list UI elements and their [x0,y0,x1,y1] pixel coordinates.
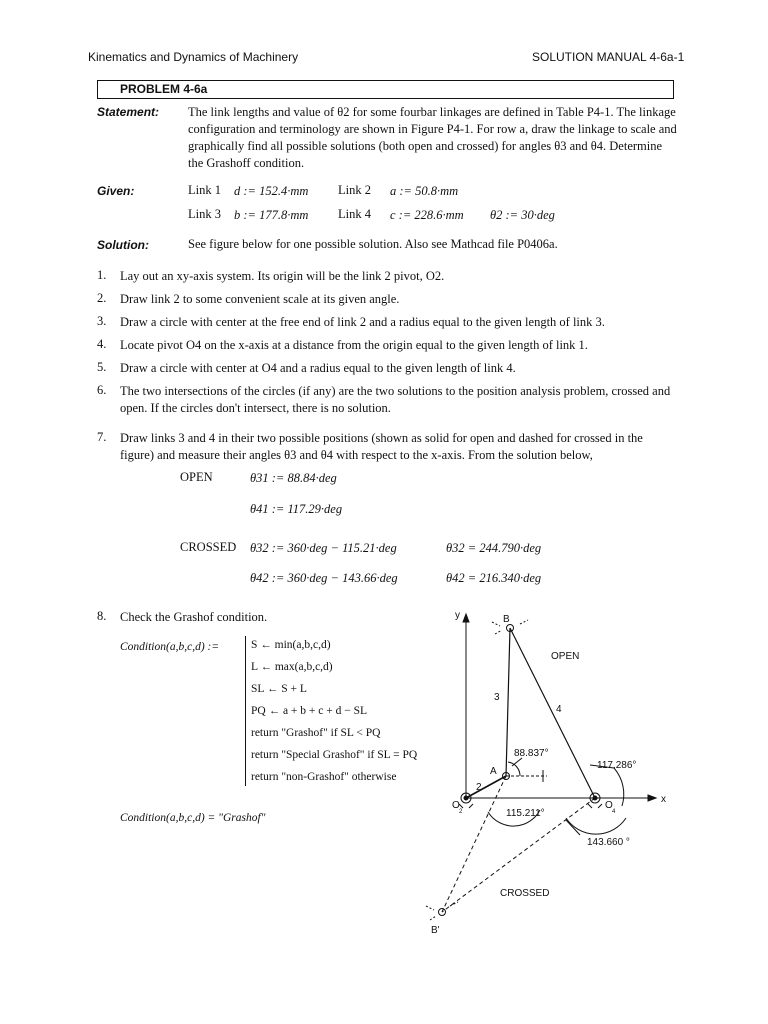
program-line: PQ ← a + b + c + d − SL [251,705,368,717]
given-link1-label: Link 1 [188,183,221,197]
statement-line: the Grashoff condition. [188,156,305,170]
theta41: θ41 := 117.29·deg [250,502,343,516]
step-text: Locate pivot O4 on the x-axis at a distance from the origin equal to the given length of link 1. [120,338,588,352]
leader-d [566,820,580,835]
pivot-o4-label: O [605,800,613,811]
program-line: S ← min(a,b,c,d) [251,639,331,651]
step-line: Draw links 3 and 4 in their two possible positions (shown as solid for open and dashed for crossed in the [120,431,643,445]
link-3-label: 3 [494,692,500,703]
link-4-label: 4 [556,704,562,715]
given-link1-expr: d := 152.4·mm [234,184,309,198]
given-link2-label: Link 2 [338,183,371,197]
pivot-o4-center [593,796,597,800]
problem-title: PROBLEM 4-6a [120,82,208,96]
program-line: L ← max(a,b,c,d) [251,661,333,673]
header-right: SOLUTION MANUAL 4-6a-1 [532,50,685,64]
solution-text: See figure below for one possible solution. Also see Mathcad file P0406a. [188,237,558,251]
y-axis-label: y [455,610,460,621]
program-line: return "non-Grashof" otherwise [251,771,397,783]
solution-label: Solution: [97,238,149,252]
condition-def: Condition(a,b,c,d) := [120,641,220,653]
step-number: 8. [97,609,107,623]
pivot-o4-sub: 4 [612,809,616,815]
theta42-def: θ42 := 360·deg − 143.66·deg [250,571,398,585]
crossed-label: CROSSED [180,540,237,554]
step-number: 7. [97,430,107,444]
step-text: Lay out an xy-axis system. Its origin will be the link 2 pivot, O2. [120,269,445,283]
statement-line: graphically find all possible solutions (both open and crossed) for angles θ3 and θ4. Determine [188,139,663,153]
condition-result: Condition(a,b,c,d) = "Grashof" [120,812,266,824]
leader-a [512,758,522,766]
pivot-o2-label: O [452,800,460,811]
open-figure-label: OPEN [551,651,580,662]
theta31: θ31 := 88.84·deg [250,471,337,485]
given-link2-expr: a := 50.8·mm [390,184,459,198]
program-line: SL ← S + L [251,683,307,695]
given-link4-expr: c := 228.6·mm [390,208,464,222]
theta42-result: θ42 = 216.340·deg [446,571,542,585]
step-line: The two intersections of the circles (if any) are the two solutions to the position analysis problem, crossed and [120,384,671,398]
program-line: return "Grashof" if SL < PQ [251,727,381,739]
step-text: Draw link 2 to some convenient scale at its given angle. [120,292,400,306]
angle-label-c: 115.211° [506,808,545,819]
angle-label-a: 88.837° [514,748,549,759]
step-number: 5. [97,360,107,374]
step-number: 1. [97,268,107,282]
pivot-o2-sub: 2 [459,809,463,815]
step-line: open. If the circles don't intersect, there is no solution. [120,401,391,415]
point-a-label: A [490,766,497,777]
given-link4-label: Link 4 [338,207,371,221]
step-text: Check the Grashof condition. [120,610,268,624]
step-number: 3. [97,314,107,328]
given-theta2: θ2 := 30·deg [490,208,555,222]
header-left: Kinematics and Dynamics of Machinery [88,50,299,64]
angle-label-d: 143.660 ° [587,837,630,848]
theta32-result: θ32 = 244.790·deg [446,541,542,555]
given-link3-label: Link 3 [188,207,221,221]
step-number: 6. [97,383,107,397]
link-2-label: 2 [476,782,482,793]
crossed-figure-label: CROSSED [500,888,550,899]
program-line: return "Special Grashof" if SL = PQ [251,749,418,761]
step-text: Draw a circle with center at the free end of link 2 and a radius equal to the given length of link 3. [120,315,605,329]
step-text: Draw a circle with center at O4 and a radius equal to the given length of link 4. [120,361,516,375]
link-2 [466,776,506,798]
step-line: figure) and measure their angles θ3 and θ4 with respect to the x-axis. From the solution below, [120,448,593,462]
point-b-prime-label: B' [431,925,440,936]
angle-arc-d [566,818,626,834]
open-label: OPEN [180,470,213,484]
statement-line: configuration and terminology are shown in Figure P4-1. For row a, draw the linkage to scale and [188,122,677,136]
angle-arc-b [614,768,624,806]
given-label: Given: [97,184,135,198]
step-number: 2. [97,291,107,305]
statement-label: Statement: [97,105,160,119]
theta32-def: θ32 := 360·deg − 115.21·deg [250,541,397,555]
link-3-crossed [442,776,506,912]
pivot-o2-center [464,796,468,800]
y-axis-arrow [463,614,469,622]
x-axis-arrow [648,795,656,801]
x-axis-label: x [661,794,666,805]
statement-line: The link lengths and value of θ2 for some fourbar linkages are defined in Table P4-1. The linkage [188,105,676,119]
link-3-open [506,628,510,776]
given-link3-expr: b := 177.8·mm [234,208,309,222]
step-number: 4. [97,337,107,351]
point-b-label: B [503,614,510,625]
angle-label-b: 117.286° [597,760,637,771]
